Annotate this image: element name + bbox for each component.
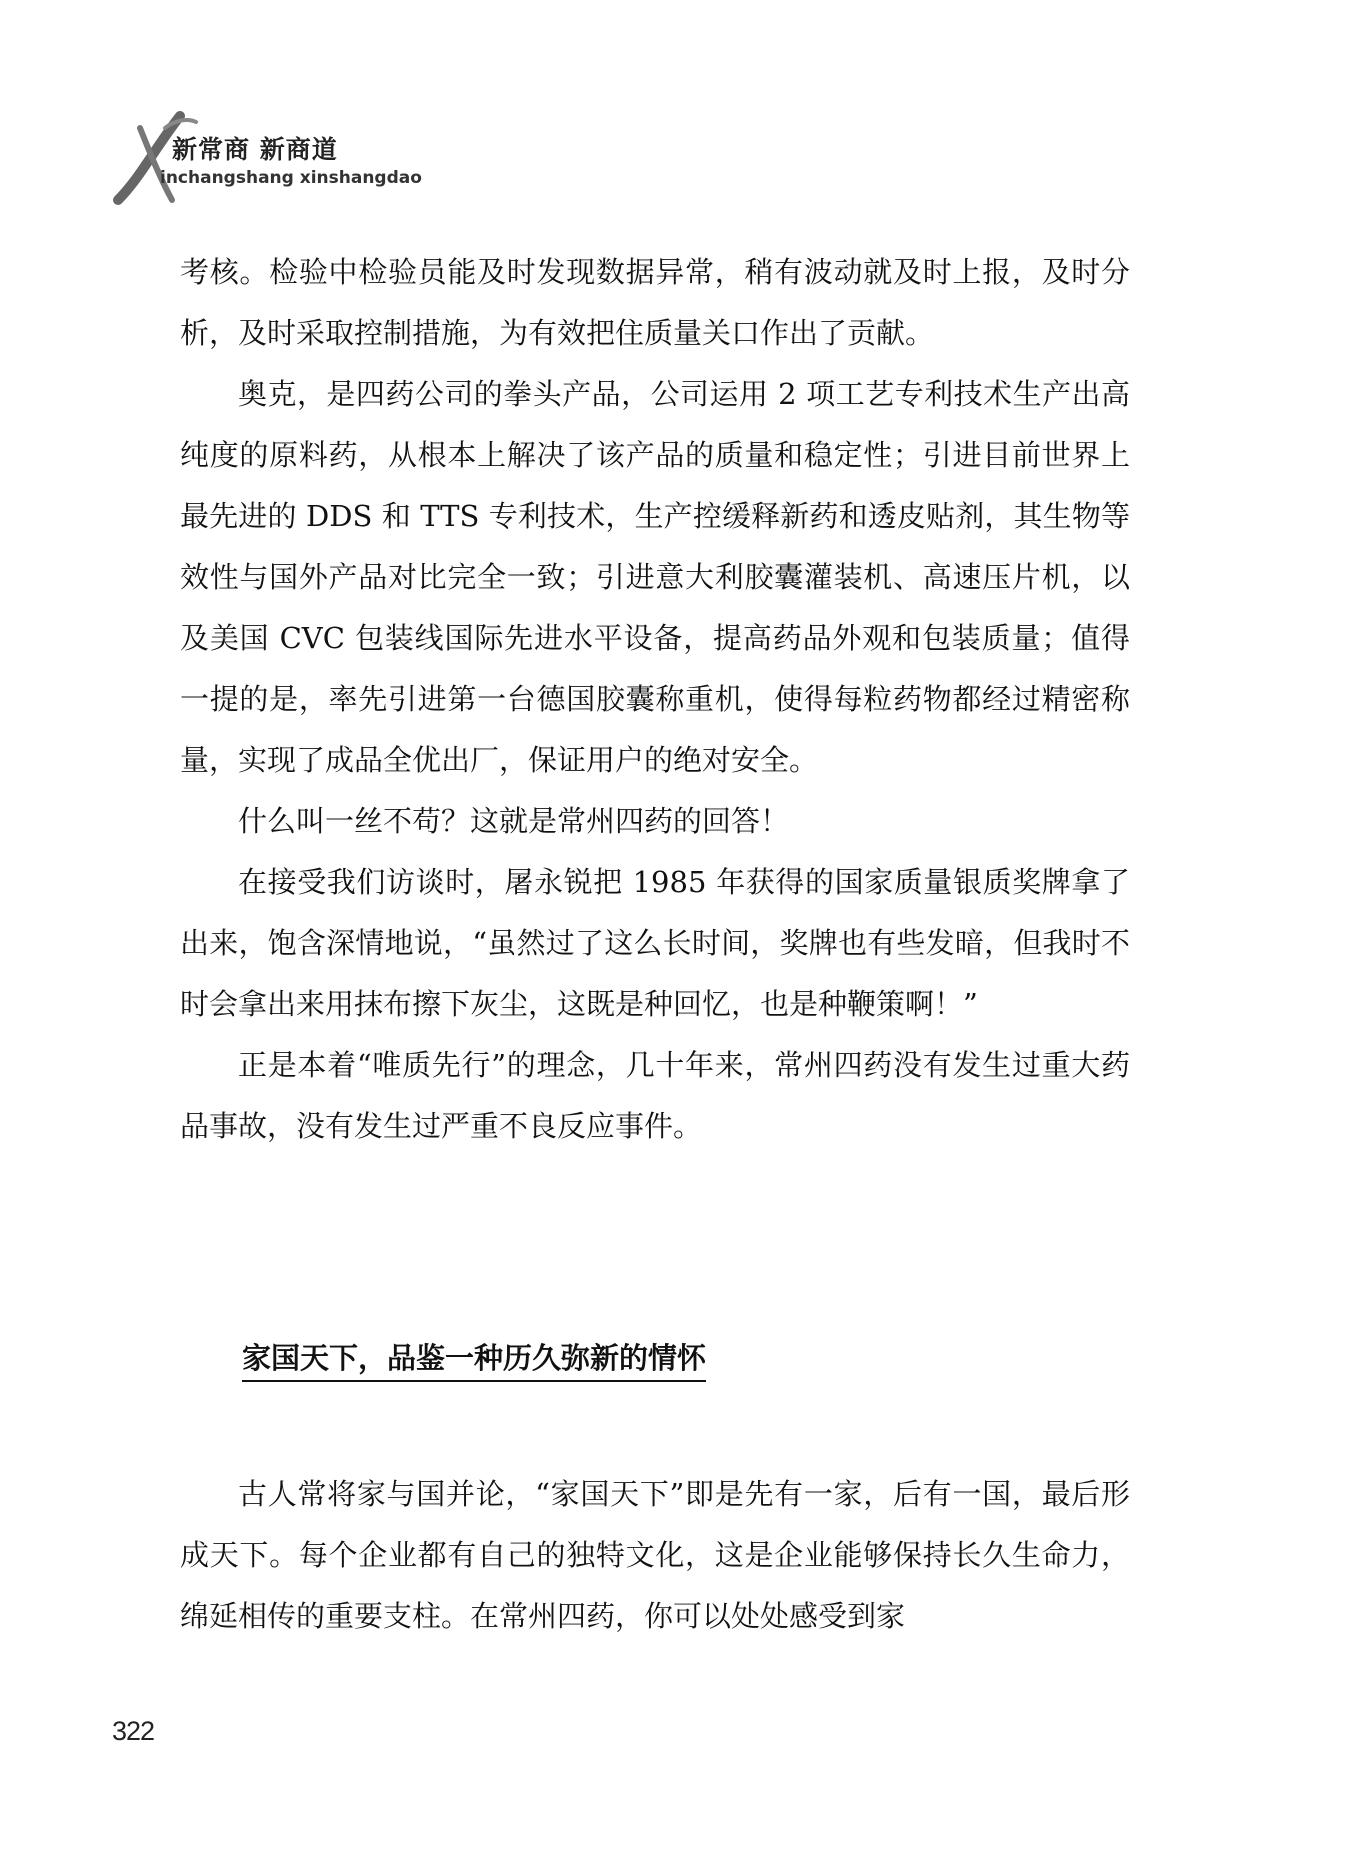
body-text — [180, 242, 1130, 1157]
paragraph: 正是本着“唯质先行”的理念，几十年来，常州四药没有发生过重大药品事故，没有发生过严重不良反应事件。 — [180, 1048, 1130, 1143]
header-title: 新常商 新商道 — [172, 135, 338, 164]
running-header — [110, 108, 430, 218]
header-subtitle: inchangshang xinshangdao — [160, 168, 422, 188]
page-number: 322 — [112, 1716, 155, 1746]
paragraph: 奥克，是四药公司的拳头产品，公司运用 2 项工艺专利技术生产出高纯度的原料药，从根本上解决了该产品的质量和稳定性；引进目前世界上最先进的 DDS 和 TTS 专利技术，生产控缓释新药和透皮贴剂，其生物等效性与国外产品对比完全一致；引进意大利胶囊灌装机、高速压片机，以及美国 CVC 包装线国际先进水平设备，提高药品外观和包装质量；值得一提的是，率先引进第一台德国胶囊称重机，使得每粒药物都经过精密称量，实现了成品全优出厂，保证用户的绝对安全。 — [180, 377, 1130, 777]
paragraph: 考核。检验中检验员能及时发现数据异常，稍有波动就及时上报，及时分析，及时采取控制措施，为有效把住质量关口作出了贡献。 — [180, 255, 1130, 350]
paragraph: 古人常将家与国并论，“家国天下”即是先有一家，后有一国，最后形成天下。每个企业都有自己的独特文化，这是企业能够保持长久生命力，绵延相传的重要支柱。在常州四药，你可以处处感受到家 — [180, 1477, 1130, 1633]
paragraph: 在接受我们访谈时，屠永锐把 1985 年获得的国家质量银质奖牌拿了出来，饱含深情地说，“虽然过了这么长时间，奖牌也有些发暗，但我时不时会拿出来用抹布擦下灰尘，这既是种回忆，也是种鞭策啊！” — [180, 865, 1130, 1021]
paragraph: 什么叫一丝不苟？这就是常州四药的回答！ — [238, 804, 790, 838]
section-body-text — [180, 1464, 1130, 1647]
section-heading: 家国天下，品鉴一种历久弥新的情怀 — [242, 1338, 706, 1382]
